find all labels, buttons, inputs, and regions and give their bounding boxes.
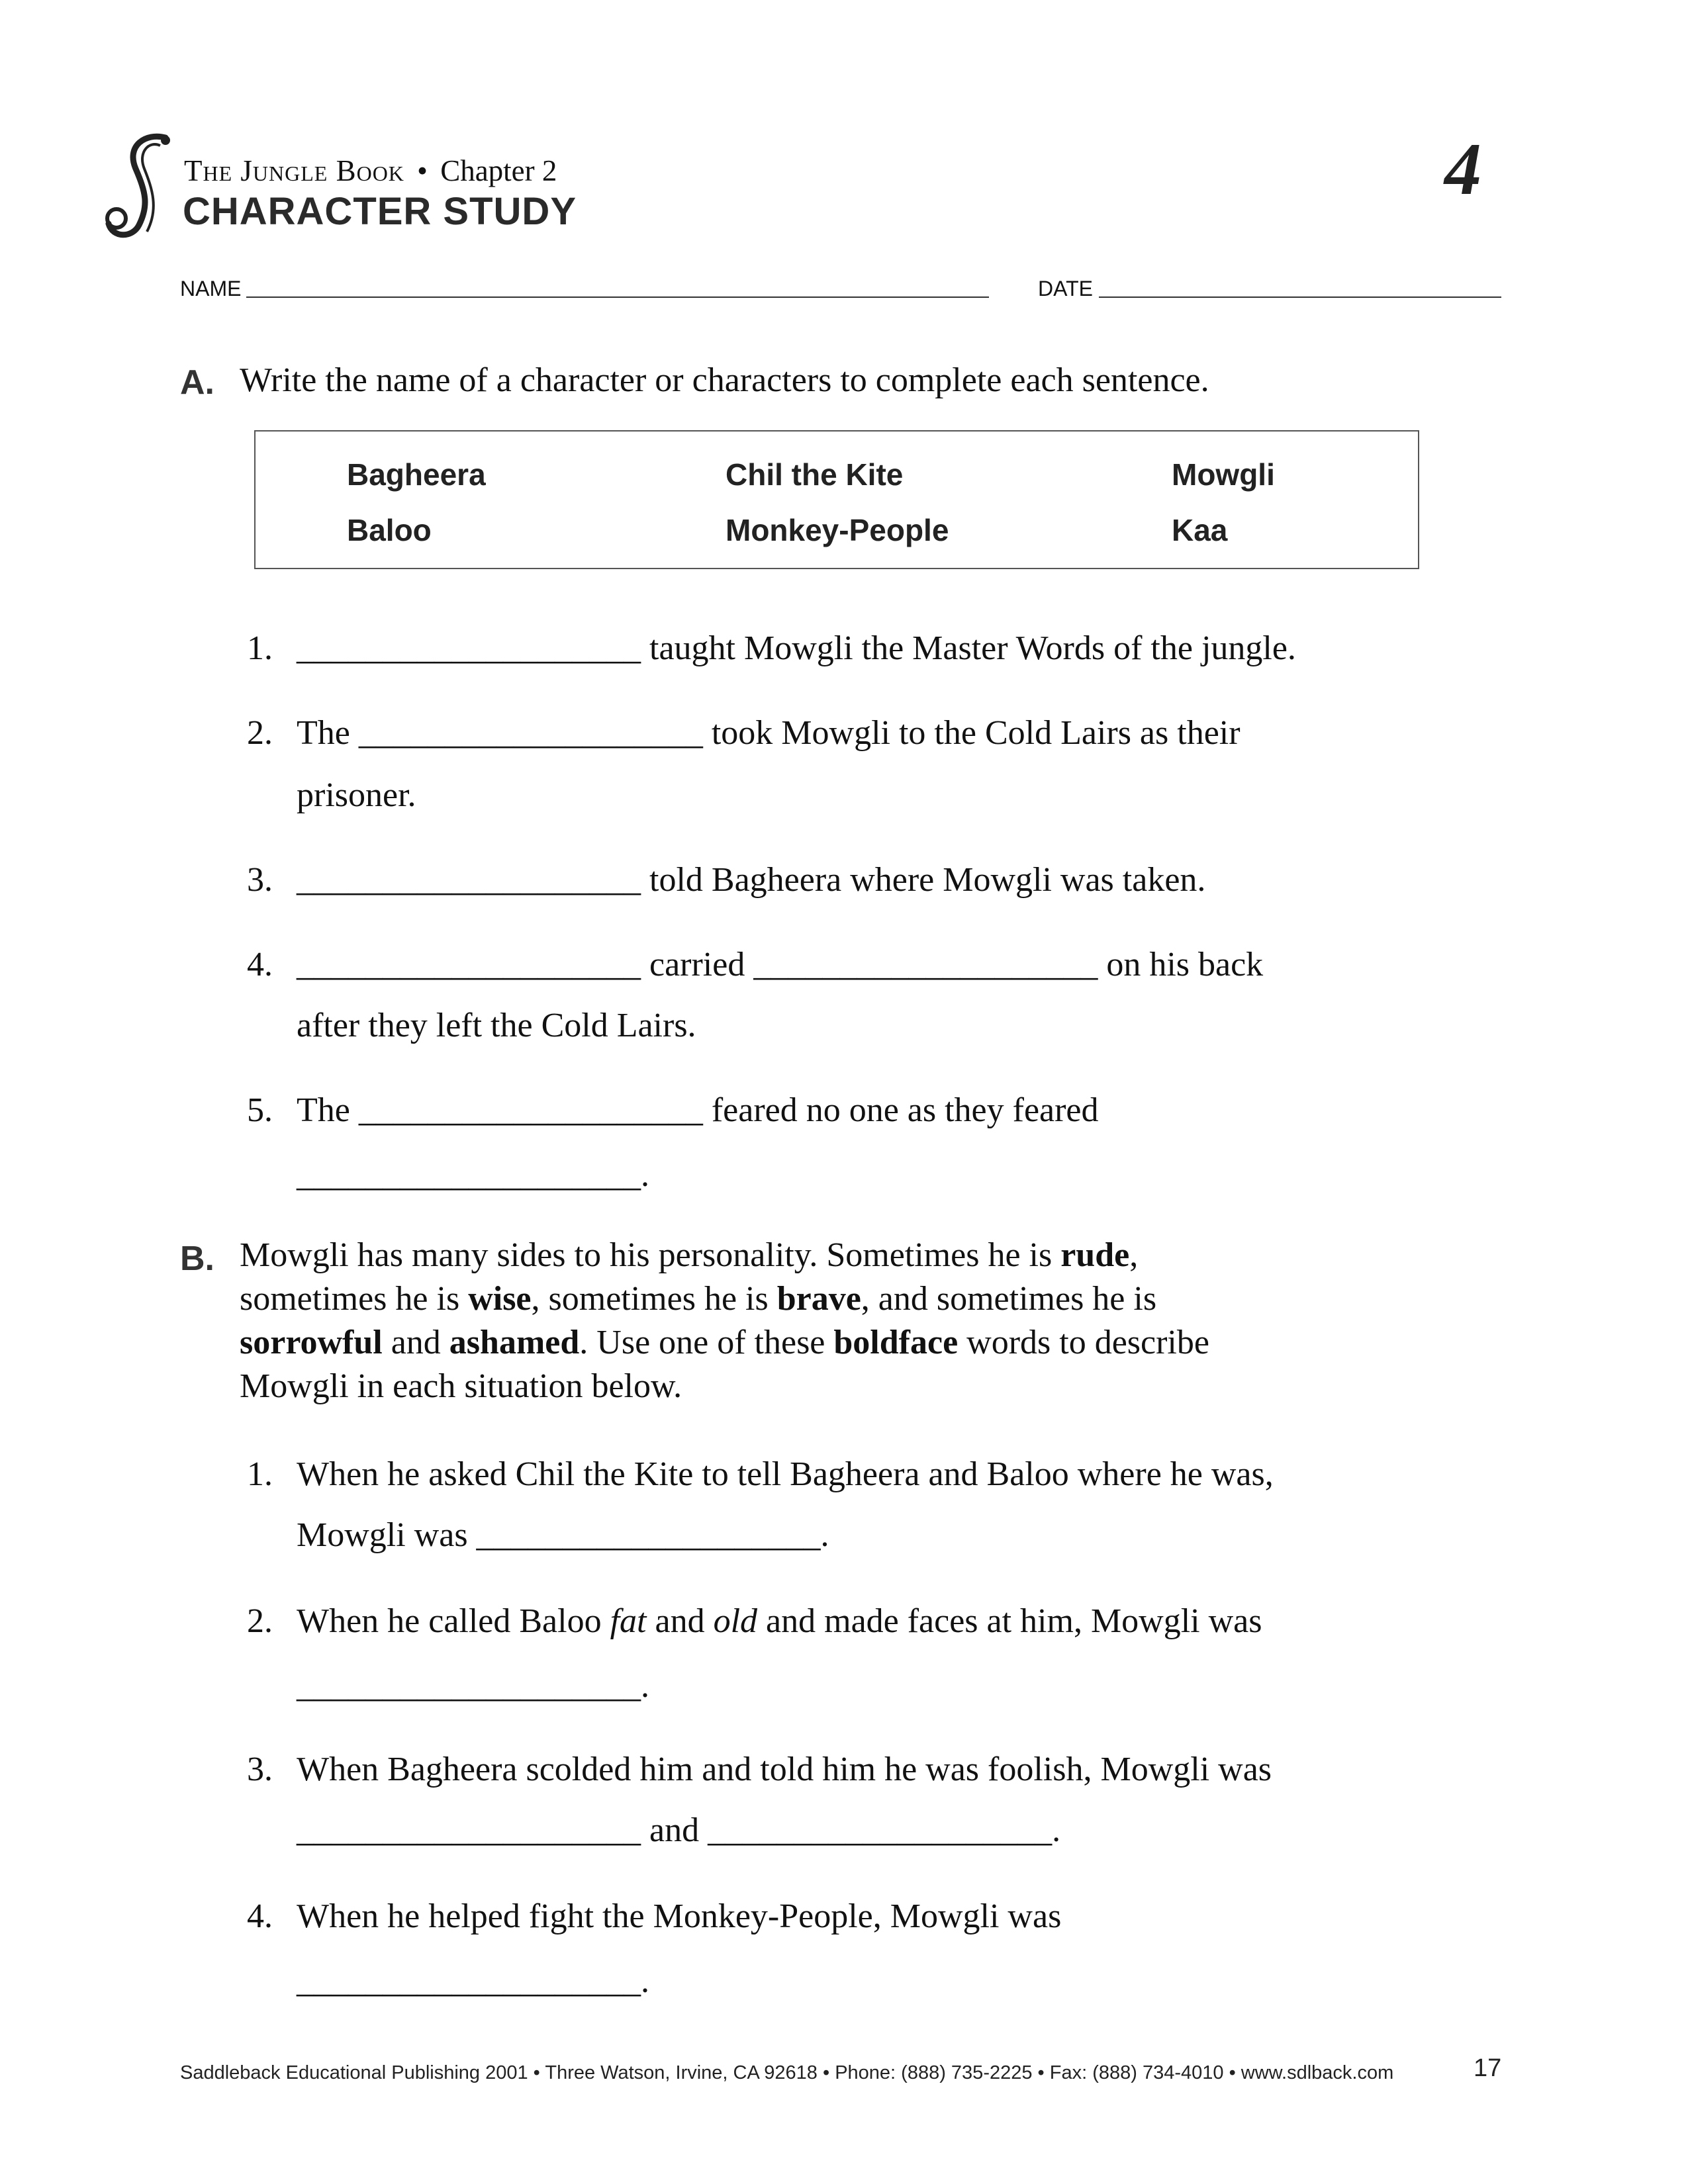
question-b4-line1: When he helped fight the Monkey-People, Mowgli was [297,1897,1062,1935]
question-b2-line1: When he called Baloo fat and old and made faces at him, Mowgli was [297,1602,1262,1640]
question-b4-line2: ____________________. [297,1962,649,2000]
question-number: 2. [247,714,273,752]
question-number: 5. [247,1091,273,1129]
word-bank [254,430,1419,569]
header-line [184,154,557,188]
word-bank-item: Mowgli [1172,457,1275,492]
question-b3-line2: ____________________ and ____________________. [297,1811,1061,1849]
question-b3-line1: When Bagheera scolded him and told him he was foolish, Mowgli was [297,1751,1272,1788]
question-a1: ____________________ taught Mowgli the Master Words of the jungle. [297,629,1296,667]
section-b-intro-line2: sometimes he is wise, sometimes he is brave, and sometimes he is [240,1280,1157,1318]
word-fat: fat [610,1602,647,1640]
word-rude: rude [1060,1236,1130,1274]
word-bank-item: Kaa [1172,513,1228,547]
section-b-letter: B. [180,1240,214,1278]
question-a2-line2: prisoner. [297,776,416,814]
name-field[interactable] [246,296,989,298]
word-boldface: boldface [833,1324,959,1361]
question-number: 1. [247,1455,273,1493]
book-title: The Jungle Book [184,154,404,187]
page-title: CHARACTER STUDY [183,190,577,233]
question-a3: ____________________ told Bagheera where Mowgli was taken. [297,861,1206,899]
word-bank-item: Bagheera [347,457,486,492]
word-sorrowful: sorrowful [240,1324,383,1361]
chapter-label: Chapter 2 [440,154,557,187]
section-b-intro-line3: sorrowful and ashamed. Use one of these boldface words to describe [240,1324,1209,1361]
name-label: NAME [180,277,242,300]
word-old: old [713,1602,758,1640]
question-number: 4. [247,1897,273,1935]
date-label: DATE [1038,277,1093,300]
word-bank-item: Chil the Kite [726,457,904,492]
word-wise: wise [468,1280,532,1318]
question-number: 4. [247,946,273,983]
date-field[interactable] [1099,296,1501,298]
footer-publisher: Saddleback Educational Publishing 2001 • Three Watson, Irvine, CA 92618 • Phone: (888) 735-2225 • Fax: (888) 734-4010 • www.sdlback.com [180,2062,1394,2083]
section-b-intro-line4: Mowgli in each situation below. [240,1367,682,1405]
word-bank-item: Monkey-People [726,513,949,547]
question-number: 1. [247,629,273,667]
question-a2-line1: The ____________________ took Mowgli to the Cold Lairs as their [297,714,1241,752]
worksheet-number: 4 [1444,128,1481,210]
section-a-instruction: Write the name of a character or characters to complete each sentence. [240,361,1209,399]
header-separator: • [417,154,428,187]
page-number: 17 [1474,2054,1502,2082]
word-brave: brave [776,1280,861,1318]
question-a4-line2: after they left the Cold Lairs. [297,1007,696,1044]
section-b-intro [240,1234,1209,1408]
question-number: 3. [247,1751,273,1788]
section-a-letter: A. [180,363,214,402]
question-b1-line2: Mowgli was ____________________. [297,1516,829,1554]
question-a5-line2: ____________________. [297,1156,649,1194]
question-number: 2. [247,1602,273,1640]
word-ashamed: ashamed [449,1324,580,1361]
question-b2-line2: ____________________. [297,1667,649,1705]
question-a4-line1: ____________________ carried ____________________ on his back [297,946,1264,983]
question-number: 3. [247,861,273,899]
section-b-intro-line1: Mowgli has many sides to his personality. Sometimes he is rude, [240,1236,1139,1274]
word-bank-item: Baloo [347,513,432,547]
question-a5-line1: The ____________________ feared no one as they feared [297,1091,1099,1129]
publisher-logo-icon [99,132,185,245]
question-b1-line1: When he asked Chil the Kite to tell Bagheera and Baloo where he was, [297,1455,1274,1493]
